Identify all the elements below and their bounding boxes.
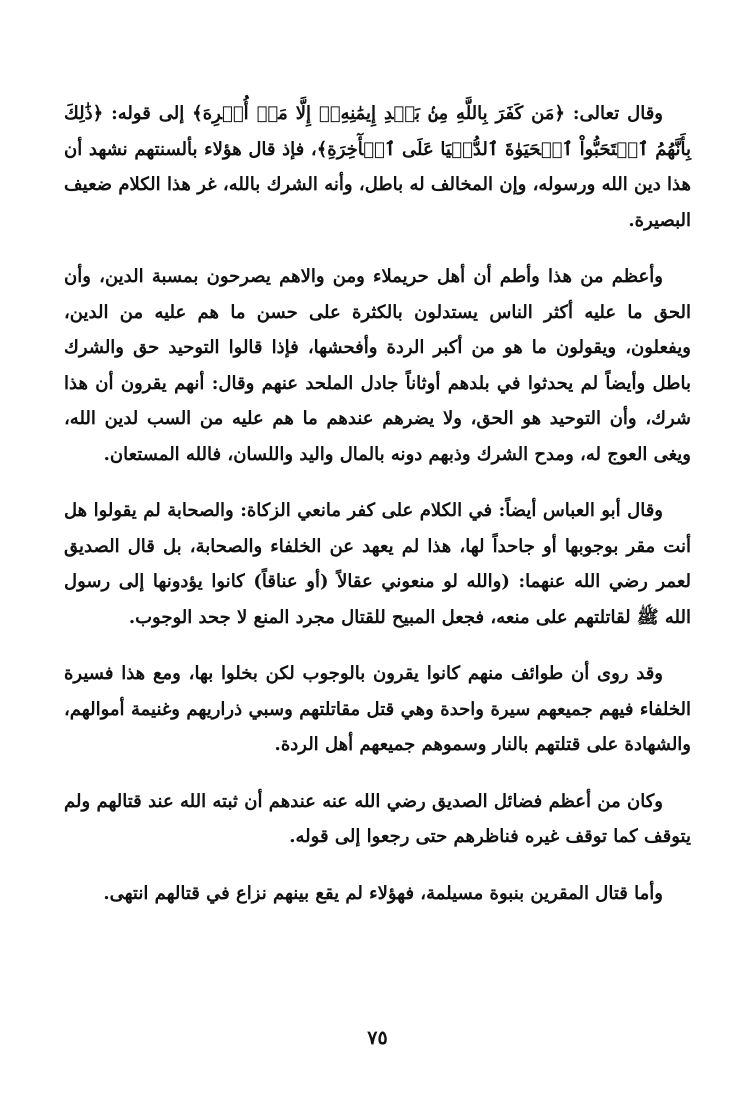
paragraph-4: وقد روى أن طوائف منهم كانوا يقرون بالوجوب لكن بخلوا بها، ومع هذا فسيرة الخلفاء فيهم جميعهم سيرة واحدة وهي قتل مقاتلتهم وسبي ذراريهم وغنيمة أموالهم، والشهادة على قتلتهم بالنار وسموهم جميعهم أهل الردة. — [64, 663, 691, 755]
paragraph-1: وقال تعالى: ﴿مَن كَفَرَ بِاللَّهِ مِنۢ بَعۡدِ إِيمَٰنِهِۦٓ إِلَّا مَنۡ أُكۡرِهَ﴾ إلى قوله: ﴿ذَٰلِكَ بِأَنَّهُمُ ٱسۡتَحَبُّواْ ٱلۡحَيَوٰةَ ٱلدُّنۡيَا عَلَى ٱلۡأٓخِرَةِ﴾، فإذ قال هؤلاء بألسنتهم نشهد أن هذا دين الله ورسوله، وإن المخالف له باطل، وأنه الشرك بالله، غر هذا الكلام ضعيف البصيرة. — [64, 103, 691, 231]
paragraph-6: وأما قتال المقرين بنبوة مسيلمة، فهؤلاء لم يقع بينهم نزاع في قتالهم انتهى. — [103, 882, 663, 904]
paragraph-2: وأعظم من هذا وأطم أن أهل حريملاء ومن والاهم يصرحون بمسبة الدين، وأن الحق ما عليه أكثر الناس يستدلون بالكثرة على حسن ما هم عليه من الدين، ويفعلون، ويقولون ما هو من أكبر الردة وأفحشها، فإذا قالوا التوحيد حق والشرك باطل وأيضاً لم يحدثوا في بلدهم أوثاناً جادل الملحد عنهم وقال: أنهم يقرون أن هذا شرك، وأن التوحيد هو الحق، ولا يضرهم عندهم ما هم عليه من السب لدين الله، ويغى العوج له، ومدح الشرك وذبهم دونه بالمال واليد واللسان، فالله المستعان. — [64, 266, 691, 465]
page-number: ٧٥ — [367, 1027, 388, 1049]
paragraph-5: وكان من أعظم فضائل الصديق رضي الله عنه عندهم أن ثبته الله عند قتالهم ولم يتوقف كما توقف غيره فناظرهم حتى رجعوا إلى قوله. — [64, 790, 691, 847]
body-text — [64, 96, 691, 911]
paragraph-3: وقال أبو العباس أيضاً: في الكلام على كفر مانعي الزكاة: والصحابة لم يقولوا هل أنت مقر بوجوبها أو جاحداً لها، هذا لم يعهد عن الخلفاء والصحابة، بل قال الصديق لعمر رضي الله عنهما: (والله لو منعوني عقالاً (أو عناقاً) كانوا يؤدونها إلى رسول الله ﷺ لقاتلتهم على منعه، فجعل المبيح للقتال مجرد المنع لا جحد الوجوب. — [64, 500, 691, 628]
